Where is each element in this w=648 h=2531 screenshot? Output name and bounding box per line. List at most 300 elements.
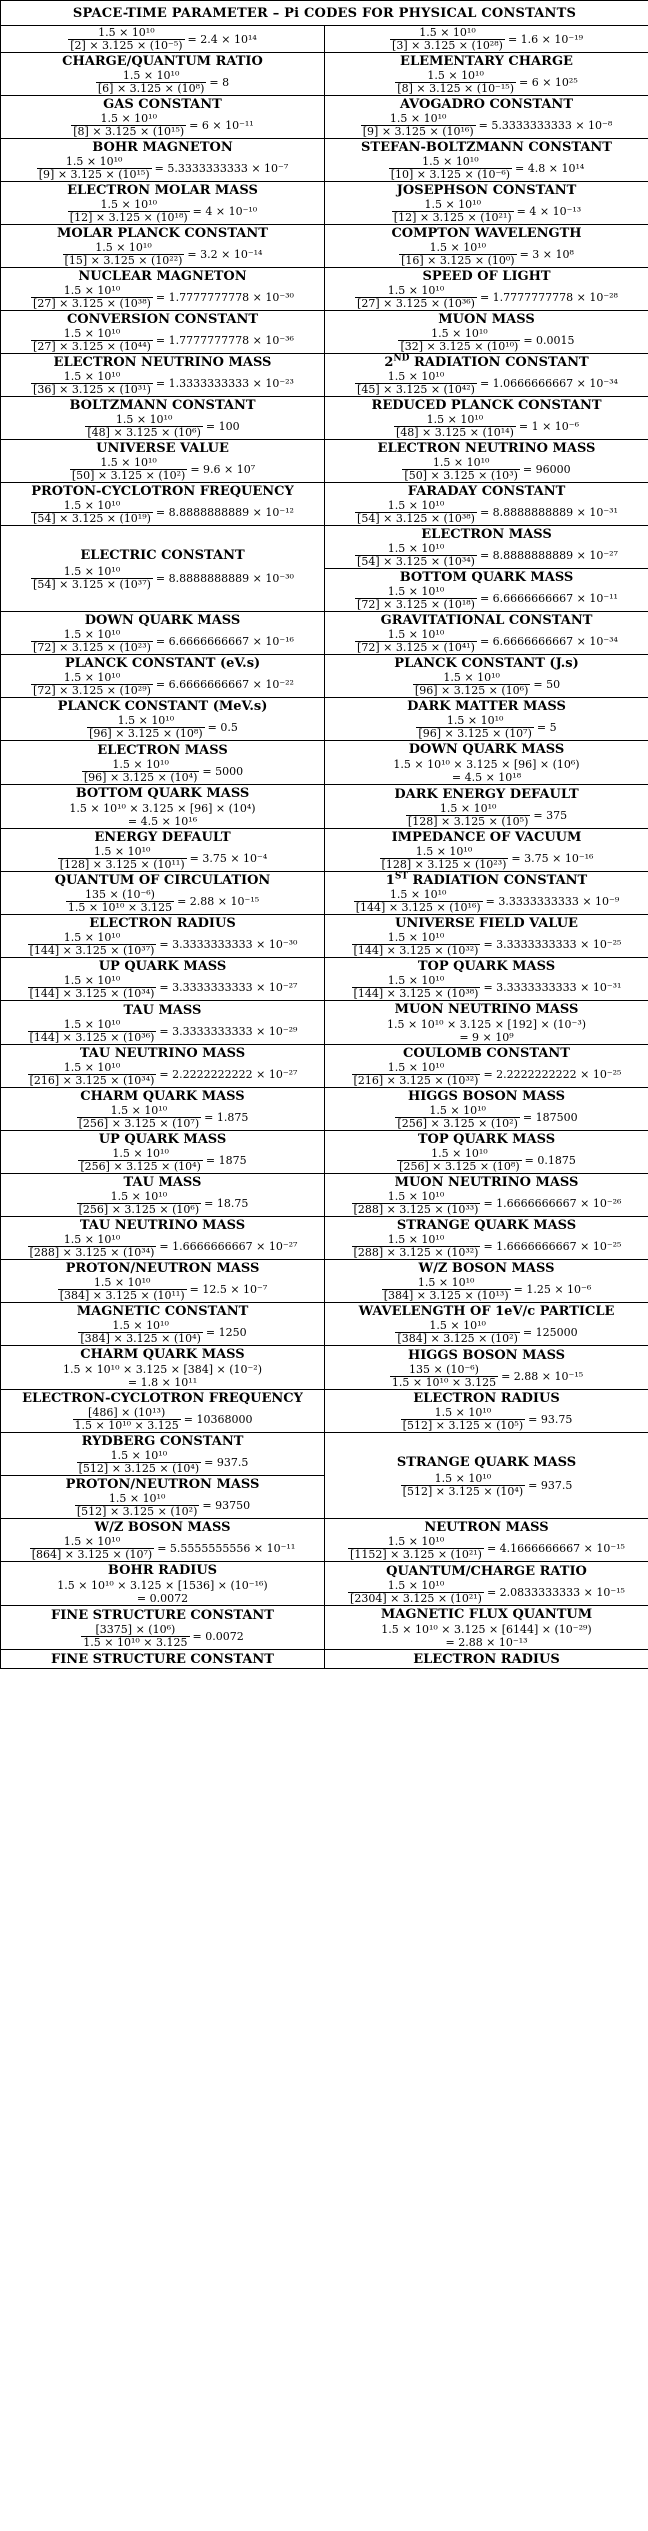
constant-cell	[325, 1217, 648, 1260]
constant-name: ELEMENTARY CHARGE	[400, 54, 573, 69]
fraction	[348, 1536, 484, 1561]
numerator: 1.5 × 10¹⁰	[63, 974, 121, 987]
numerator: 1.5 × 10¹⁰	[63, 327, 121, 340]
ordinal-suffix: ST	[394, 871, 409, 882]
formula	[325, 1407, 648, 1432]
numerator: 1.5 × 10¹⁰	[112, 757, 169, 771]
formula	[1, 932, 324, 957]
formula	[325, 156, 648, 181]
result: = 96000	[522, 463, 571, 476]
numerator: 1.5 × 10¹⁰	[63, 564, 121, 578]
denominator: 1.5 × 10¹⁰ × 3.125	[391, 1375, 497, 1389]
result: = 937.5	[528, 1478, 573, 1492]
denominator: [9] × 3.125 × (10¹⁵)	[38, 168, 150, 181]
constant-name: W/Z BOSON MASS	[94, 1520, 231, 1535]
fraction	[68, 199, 190, 224]
result: = 1.6 × 10⁻¹⁹	[507, 32, 583, 46]
constant-cell	[1, 96, 325, 139]
formula	[1, 328, 324, 353]
fraction	[348, 1580, 484, 1605]
denominator: [15] × 3.125 × (10²²)	[64, 254, 183, 267]
result: = 93750	[202, 1499, 251, 1512]
numerator: 1.5 × 10¹⁰	[115, 413, 173, 426]
numerator: 1.5 × 10¹⁰	[63, 931, 121, 944]
numerator: 1.5 × 10¹⁰	[387, 1578, 445, 1592]
result: = 187500	[522, 1111, 578, 1124]
fraction	[31, 500, 153, 525]
numerator: 1.5 × 10¹⁰	[110, 1104, 168, 1117]
constant-cell	[325, 96, 648, 139]
denominator: [144] × 3.125 × (10³⁸)	[353, 987, 479, 1000]
ordinal-suffix: ND	[393, 353, 410, 364]
table-row	[1, 612, 648, 655]
denominator: [72] × 3.125 × (10²³)	[33, 641, 151, 654]
denominator: [128] × 3.125 × (10²³)	[381, 858, 507, 871]
constant-name: ELECTRON MASS	[421, 527, 552, 542]
constant-name: DOWN QUARK MASS	[408, 742, 565, 757]
constant-cell	[1, 829, 325, 872]
constant-name: QUANTUM OF CIRCULATION	[54, 873, 271, 888]
constant-cell	[1, 785, 325, 829]
fraction	[28, 1234, 157, 1259]
constant-cell	[325, 397, 648, 440]
table-row	[1, 1045, 648, 1088]
result: = 1.8 × 10¹¹	[127, 1376, 198, 1389]
constant-cell	[1, 526, 325, 612]
constant-name: CHARGE/QUANTUM RATIO	[62, 54, 263, 69]
formula	[1, 199, 324, 224]
denominator: [3] × 3.125 × (10²⁸)	[392, 38, 503, 52]
result: = 5.5555555556 × 10⁻¹¹	[157, 1542, 296, 1555]
formula	[1, 1019, 324, 1044]
formula	[325, 1580, 648, 1605]
fraction	[416, 715, 533, 740]
fraction	[389, 156, 512, 181]
constant-name: FINE STRUCTURE CONSTANT	[51, 1607, 274, 1623]
formula	[1, 1105, 324, 1130]
denominator: [256] × 3.125 × (10²)	[397, 1117, 518, 1130]
constant-name: SPEED OF LIGHT	[422, 269, 551, 284]
table-row	[1, 1174, 648, 1217]
denominator: [12] × 3.125 × (10²¹)	[393, 211, 512, 224]
formula	[325, 1536, 648, 1561]
result: = 6.6666666667 × 10⁻¹⁶	[155, 635, 294, 648]
numerator: 135 × (10⁻⁶)	[84, 888, 155, 901]
numerator: 1.5 × 10¹⁰	[100, 112, 157, 125]
fraction	[31, 629, 153, 654]
formula	[325, 328, 648, 353]
constant-name: UP QUARK MASS	[98, 1132, 227, 1147]
fraction	[352, 1234, 481, 1259]
table-row	[1, 1303, 648, 1346]
result: = 9 × 10⁹	[459, 1031, 514, 1044]
constant-name: ELECTRIC CONSTANT	[80, 547, 245, 563]
constant-name: PLANCK CONSTANT (MeV.s)	[57, 699, 268, 714]
formula	[325, 500, 648, 525]
denominator: [6] × 3.125 × (10⁸)	[97, 82, 205, 95]
numerator: 1.5 × 10¹⁰	[93, 1276, 151, 1289]
table-row	[1, 1606, 648, 1650]
denominator: [144] × 3.125 × (10¹⁶)	[355, 901, 481, 914]
denominator: [27] × 3.125 × (10⁴⁴)	[33, 340, 151, 353]
result: = 3.3333333333 × 10⁻³⁰	[159, 938, 298, 951]
denominator: [48] × 3.125 × (10⁶)	[87, 426, 201, 439]
formula	[325, 586, 648, 611]
fraction	[355, 500, 477, 525]
constant-name: CONVERSION CONSTANT	[66, 312, 259, 327]
constant-name: QUANTUM/CHARGE RATIO	[386, 1563, 587, 1579]
constant-cell	[325, 1390, 648, 1433]
fraction	[355, 629, 477, 654]
fraction	[355, 285, 477, 310]
fraction	[390, 27, 505, 52]
constant-name: HIGGS BOSON MASS	[407, 1089, 566, 1104]
constant-cell	[325, 1303, 648, 1346]
constant-cell	[1, 440, 325, 483]
result: = 3 × 10⁸	[519, 248, 574, 261]
denominator: [512] × 3.125 × (10⁴)	[402, 1484, 524, 1498]
constant-name: ELECTRON RADIUS	[413, 1391, 560, 1406]
constant-cell	[1, 1217, 325, 1260]
numerator: 1.5 × 10¹⁰	[434, 1471, 492, 1485]
fraction	[85, 414, 202, 439]
table-row	[1, 1650, 648, 1669]
constant-cell	[325, 225, 648, 268]
constant-cell	[1, 268, 325, 311]
result: = 1.25 × 10⁻⁶	[513, 1283, 592, 1296]
fraction	[352, 975, 481, 1000]
constant-cell	[325, 1088, 648, 1131]
formula	[1, 566, 324, 591]
constant-cell	[1, 1131, 325, 1174]
result: = 1.7777777778 × 10⁻³⁰	[155, 291, 294, 304]
result: = 8	[209, 76, 230, 89]
constant-cell	[1, 1260, 325, 1303]
result: = 3.3333333333 × 10⁻⁹	[485, 895, 620, 908]
result: = 2.2222222222 × 10⁻²⁵	[483, 1068, 622, 1081]
denominator: [48] × 3.125 × (10¹⁴)	[395, 426, 514, 439]
formula	[1, 975, 324, 1000]
table-row	[1, 268, 648, 311]
denominator: [8] × 3.125 × (10⁻¹⁵)	[397, 82, 514, 95]
formula-line: 1.5 × 10¹⁰ × 3.125 × [384] × (10⁻²)	[62, 1363, 262, 1376]
fraction	[77, 1105, 201, 1130]
constant-cell	[1, 1001, 325, 1045]
constant-name: MAGNETIC FLUX QUANTUM	[380, 1607, 593, 1622]
constant-name: COMPTON WAVELENGTH	[391, 226, 582, 241]
constant-name: DARK MATTER MASS	[407, 699, 566, 714]
fraction	[380, 846, 509, 871]
fraction	[82, 759, 199, 784]
formula	[325, 629, 648, 654]
result: = 6.6666666667 × 10⁻¹¹	[479, 592, 618, 605]
constant-name: ELECTRON NEUTRINO MASS	[53, 355, 272, 370]
denominator: [384] × 3.125 × (10²)	[397, 1332, 518, 1345]
denominator: [256] × 3.125 × (10⁸)	[399, 1160, 520, 1173]
formula	[1, 1536, 324, 1561]
formula	[325, 672, 648, 697]
constant-name: REDUCED PLANCK CONSTANT	[371, 398, 602, 413]
denominator: [144] × 3.125 × (10³²)	[353, 944, 479, 957]
formula	[1, 371, 324, 396]
denominator: 1.5 × 10¹⁰ × 3.125	[67, 901, 173, 914]
formula	[1, 629, 324, 654]
numerator: 1.5 × 10¹⁰	[110, 1190, 168, 1203]
constant-name: GRAVITATIONAL CONSTANT	[380, 613, 593, 628]
result: = 2.2222222222 × 10⁻²⁷	[159, 1068, 298, 1081]
result: = 1.7777777778 × 10⁻²⁸	[479, 291, 618, 304]
denominator: [54] × 3.125 × (10³⁷)	[33, 577, 151, 591]
denominator: [54] × 3.125 × (10¹⁹)	[33, 512, 151, 525]
denominator: [96] × 3.125 × (10⁶)	[414, 684, 529, 697]
denominator: [27] × 3.125 × (10³⁶)	[357, 297, 475, 310]
numerator: 1.5 × 10¹⁰	[439, 801, 497, 815]
numerator: 1.5 × 10¹⁰	[65, 155, 123, 168]
fraction	[28, 932, 157, 957]
formula	[1, 457, 324, 482]
result: = 6 × 10⁻¹¹	[189, 119, 254, 132]
denominator: [96] × 3.125 × (10⁷)	[418, 727, 532, 740]
fraction	[395, 1320, 519, 1345]
table-row	[1, 915, 648, 958]
result: = 3.2 × 10⁻¹⁴	[187, 248, 263, 261]
constant-name: ENERGY DEFAULT	[94, 830, 231, 845]
formula	[325, 803, 648, 828]
constant-cell	[1, 655, 325, 698]
table-row	[1, 1390, 648, 1433]
numerator: 1.5 × 10¹⁰	[110, 1449, 168, 1462]
formula	[325, 285, 648, 310]
table-title: SPACE-TIME PARAMETER – Pi CODES FOR PHYSICAL CONSTANTS	[1, 1, 648, 26]
constant-cell	[325, 311, 648, 354]
denominator: [32] × 3.125 × (10¹⁰)	[400, 340, 519, 353]
numerator: 1.5 × 10¹⁰	[63, 1061, 121, 1074]
formula-line: 1.5 × 10¹⁰ × 3.125 × [6144] × (10⁻²⁹)	[381, 1623, 592, 1636]
result: = 3.3333333333 × 10⁻²⁹	[159, 1024, 298, 1038]
denominator: [50] × 3.125 × (10³)	[404, 469, 518, 482]
denominator: [50] × 3.125 × (10²)	[71, 469, 186, 482]
result: = 1.6666666667 × 10⁻²⁵	[483, 1240, 622, 1253]
result: = 3.75 × 10⁻⁴	[189, 852, 268, 865]
numerator: 1.5 × 10¹⁰	[415, 845, 473, 858]
formula	[325, 715, 648, 740]
numerator: 1.5 × 10¹⁰	[387, 499, 445, 512]
denominator: [72] × 3.125 × (10¹⁸)	[357, 598, 475, 611]
numerator: 1.5 × 10¹⁰	[63, 284, 121, 297]
result: = 2.88 × 10⁻¹⁵	[177, 895, 260, 908]
constant-name: TAU MASS	[123, 1175, 202, 1190]
numerator: 1.5 × 10¹⁰	[387, 628, 445, 641]
denominator: [54] × 3.125 × (10³⁴)	[357, 555, 475, 568]
denominator: [96] × 3.125 × (10⁸)	[89, 727, 203, 740]
table-row	[1, 139, 648, 182]
formula	[325, 1234, 648, 1259]
constant-cell	[325, 483, 648, 526]
table-row	[1, 354, 648, 397]
denominator: [45] × 3.125 × (10⁴²)	[357, 383, 475, 396]
constant-name: TAU MASS	[123, 1002, 202, 1018]
numerator: 1.5 × 10¹⁰	[63, 671, 121, 684]
denominator: [256] × 3.125 × (10⁶)	[78, 1203, 200, 1216]
numerator: 1.5 × 10¹⁰	[443, 671, 500, 684]
numerator: 1.5 × 10¹⁰	[424, 198, 481, 211]
numerator: 1.5 × 10¹⁰	[431, 1147, 488, 1160]
result: = 8.8888888889 × 10⁻¹²	[155, 506, 294, 519]
result: = 8.8888888889 × 10⁻²⁷	[479, 549, 618, 562]
fraction	[28, 975, 157, 1000]
result: = 1.875	[204, 1111, 249, 1124]
table-row	[1, 1519, 648, 1562]
result: = 93.75	[528, 1413, 573, 1426]
result: = 1250	[205, 1326, 247, 1339]
formula	[325, 1148, 648, 1173]
constant-cell	[1, 1174, 325, 1217]
fraction	[392, 199, 514, 224]
result: = 0.0072	[192, 1629, 244, 1643]
table-row	[1, 1217, 648, 1260]
numerator: 1.5 × 10¹⁰	[117, 714, 175, 727]
fraction	[78, 1320, 202, 1345]
denominator: [1152] × 3.125 × (10²¹)	[350, 1548, 482, 1561]
constant-name: STEFAN-BOLTZMANN CONSTANT	[361, 140, 612, 155]
denominator: [72] × 3.125 × (10²⁹)	[33, 684, 151, 697]
result: = 6.6666666667 × 10⁻²²	[155, 678, 294, 691]
formula	[1, 27, 324, 52]
result: = 4 × 10⁻¹³	[516, 205, 582, 218]
fraction	[31, 371, 153, 396]
constant-cell	[325, 182, 648, 225]
constant-cell	[325, 1606, 648, 1650]
result: = 5.3333333333 × 10⁻⁸	[478, 119, 613, 132]
fraction	[361, 113, 476, 138]
numerator: 1.5 × 10¹⁰	[63, 1535, 121, 1548]
constant-name: ELECTRON MASS	[97, 742, 228, 758]
constant-name: ELECTRON MOLAR MASS	[67, 183, 258, 198]
constant-name: DOWN QUARK MASS	[84, 613, 241, 628]
constant-cell	[1, 612, 325, 655]
formula	[325, 1062, 648, 1087]
constant-cell	[325, 1650, 648, 1669]
constant-name: PLANCK CONSTANT (eV.s)	[64, 656, 261, 671]
constant-cell	[1, 1562, 325, 1606]
constant-cell	[325, 829, 648, 872]
constant-name: BOTTOM QUARK MASS	[399, 570, 574, 585]
formula	[325, 242, 648, 267]
table-row	[1, 655, 648, 698]
formula	[1, 1062, 324, 1087]
result: = 2.88 × 10⁻¹⁵	[501, 1369, 584, 1383]
formula	[1, 1320, 324, 1345]
table-row	[1, 1346, 648, 1390]
formula	[1, 1148, 324, 1173]
fraction	[394, 414, 516, 439]
table-row	[1, 225, 648, 268]
constant-cell	[1, 1390, 325, 1433]
formula	[1, 846, 324, 871]
fraction	[406, 803, 530, 828]
constant-name: TOP QUARK MASS	[417, 959, 556, 974]
constant-cell	[1, 1476, 325, 1519]
numerator: 1.5 × 10¹⁰	[417, 1276, 475, 1289]
formula	[325, 457, 648, 482]
fraction	[70, 457, 187, 482]
result: = 3.3333333333 × 10⁻³¹	[483, 981, 622, 994]
result: = 4.1666666667 × 10⁻¹⁵	[486, 1542, 625, 1555]
constant-name: PLANCK CONSTANT (J.s)	[394, 656, 579, 671]
numerator: 1.5 × 10¹⁰	[431, 327, 488, 340]
denominator: [8] × 3.125 × (10¹⁵)	[73, 125, 185, 138]
fraction	[397, 1148, 521, 1173]
constant-name: MAGNETIC CONSTANT	[76, 1304, 249, 1319]
fraction	[28, 1019, 157, 1044]
numerator: 135 × (10⁻⁶)	[408, 1362, 479, 1376]
numerator: 1.5 × 10¹⁰	[432, 456, 490, 469]
fraction	[355, 586, 477, 611]
denominator: [36] × 3.125 × (10³¹)	[33, 383, 151, 396]
constant-name: ELECTRON-CYCLOTRON FREQUENCY	[22, 1391, 303, 1406]
formula	[1, 889, 324, 914]
denominator: [384] × 3.125 × (10¹³)	[383, 1289, 509, 1302]
numerator: 1.5 × 10¹⁰	[387, 370, 445, 383]
formula	[1, 1277, 324, 1302]
constant-cell	[325, 526, 648, 569]
fraction	[395, 70, 516, 95]
formula	[325, 1191, 648, 1216]
fraction	[63, 242, 185, 267]
numerator: 1.5 × 10¹⁰	[429, 1104, 486, 1117]
numerator: 1.5 × 10¹⁰	[422, 155, 479, 168]
constant-name: MUON NEUTRINO MASS	[394, 1002, 579, 1017]
table-row	[1, 698, 648, 741]
result: = 3.75 × 10⁻¹⁶	[511, 852, 594, 865]
constant-name: PROTON/NEUTRON MASS	[65, 1261, 260, 1276]
constant-cell	[325, 440, 648, 483]
formula	[325, 846, 648, 871]
numerator: 1.5 × 10¹⁰	[387, 1190, 445, 1203]
constant-cell	[325, 569, 648, 612]
result: = 8.8888888889 × 10⁻³¹	[479, 506, 618, 519]
result: = 1.3333333333 × 10⁻²³	[155, 377, 294, 390]
denominator: [10] × 3.125 × (10⁻⁶)	[390, 168, 511, 181]
result: = 0.0072	[136, 1592, 189, 1605]
numerator: 1.5 × 10¹⁰	[419, 25, 476, 39]
fraction	[395, 1105, 519, 1130]
constant-cell	[325, 1519, 648, 1562]
numerator: 1.5 × 10¹⁰	[429, 241, 487, 254]
result: = 0.5	[207, 721, 238, 734]
constant-cell	[325, 1001, 648, 1045]
denominator: [12] × 3.125 × (10¹⁸)	[69, 211, 188, 224]
formula	[1, 113, 324, 138]
numerator: 1.5 × 10¹⁰	[429, 1319, 486, 1332]
result: = 0.1875	[524, 1154, 576, 1167]
result: = 2.4 × 10¹⁴	[187, 32, 257, 46]
result: = 375	[533, 808, 568, 822]
constant-cell	[325, 1131, 648, 1174]
constant-name: MUON NEUTRINO MASS	[394, 1175, 579, 1190]
formula	[1, 759, 324, 784]
denominator: [512] × 3.125 × (10²)	[76, 1505, 198, 1518]
numerator: 1.5 × 10¹⁰	[95, 241, 152, 254]
fraction	[355, 371, 477, 396]
numerator: 1.5 × 10¹⁰	[112, 1147, 169, 1160]
constant-name: STRANGE QUARK MASS	[396, 1454, 577, 1470]
numerator: 1.5 × 10¹⁰	[63, 370, 121, 383]
numerator: 1.5 × 10¹⁰	[387, 542, 445, 555]
result: = 1 × 10⁻⁶	[518, 420, 580, 433]
constant-name: NUCLEAR MAGNETON	[78, 269, 247, 284]
constant-cell	[325, 958, 648, 1001]
